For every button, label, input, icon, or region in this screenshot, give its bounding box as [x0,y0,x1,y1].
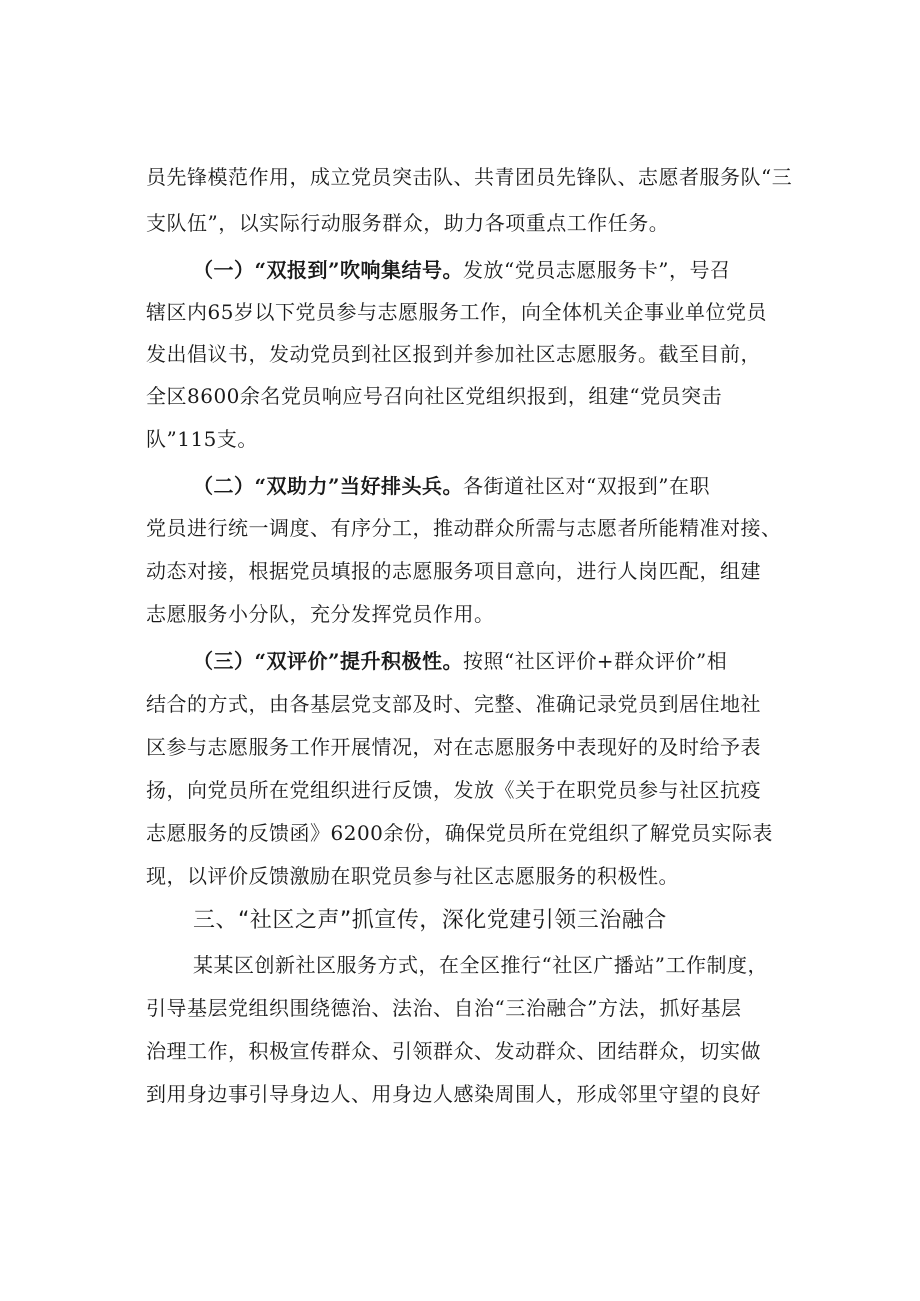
section3-line-5: 志愿服务的反馈函》6200余份，确保党员所在党组织了解党员实际表 [146,821,773,845]
section3-first-line [193,647,727,675]
section1-line-5: 队”115支。 [146,427,258,451]
section1-line-4: 全区8600余名党员响应号召向社区党组织报到，组建“党员突击 [146,384,723,408]
section1-line-2: 辖区内65岁以下党员参与志愿服务工作，向全体机关企事业单位党员 [146,300,767,324]
section1-first-line [193,256,730,284]
last-paragraph-line-4: 到用身边事引导身边人、用身边人感染周围人，形成邻里守望的良好 [146,1082,761,1106]
section-heading-3: 三、“社区之声”抓宣传，深化党建引领三治融合 [193,908,667,933]
last-paragraph-line-3: 治理工作，积极宣传群众、引领群众、发动群众、团结群众，切实做 [146,1039,761,1063]
section3-first-text: 按照“社区评价+群众评价”相 [463,649,728,673]
section2-first-text: 各街道社区对“双报到”在职 [463,474,710,498]
section3-title: （三）“双评价”提升积极性。 [193,649,464,673]
section3-line-2: 结合的方式，由各基层党支部及时、完整、准确记录党员到居住地社 [146,692,761,716]
section3-line-6: 现，以评价反馈激励在职党员参与社区志愿服务的积极性。 [146,864,679,888]
section2-title: （二）“双助力”当好排头兵。 [193,474,464,498]
last-paragraph-line-1: 某某区创新社区服务方式，在全区推行“社区广播站”工作制度， [193,953,768,977]
section3-line-4: 扬，向党员所在党组织进行反馈，发放《关于在职党员参与社区抗疫 [146,778,761,802]
section1-first-text: 发放“党员志愿服务卡”，号召 [463,258,731,282]
last-paragraph-line-2: 引导基层党组织围绕德治、法治、自治“三治融合”方法，抓好基层 [146,996,742,1020]
section1-line-3: 发出倡议书，发动党员到社区报到并参加社区志愿服务。截至目前， [146,342,761,366]
intro-line-1: 员先锋模范作用，成立党员突击队、共青团员先锋队、志愿者服务队“三 [146,165,793,189]
section2-line-4: 志愿服务小分队，充分发挥党员作用。 [146,602,495,626]
intro-line-2: 支队伍”，以实际行动服务群众，助力各项重点工作任务。 [146,211,670,235]
section3-line-3: 区参与志愿服务工作开展情况，对在志愿服务中表现好的及时给予表 [146,735,761,759]
section1-title: （一）“双报到”吹响集结号。 [193,258,464,282]
section2-line-2: 党员进行统一调度、有序分工，推动群众所需与志愿者所能精准对接、 [146,516,782,540]
section2-first-line [193,472,710,500]
section2-line-3: 动态对接，根据党员填报的志愿服务项目意向，进行人岗匹配，组建 [146,559,761,583]
